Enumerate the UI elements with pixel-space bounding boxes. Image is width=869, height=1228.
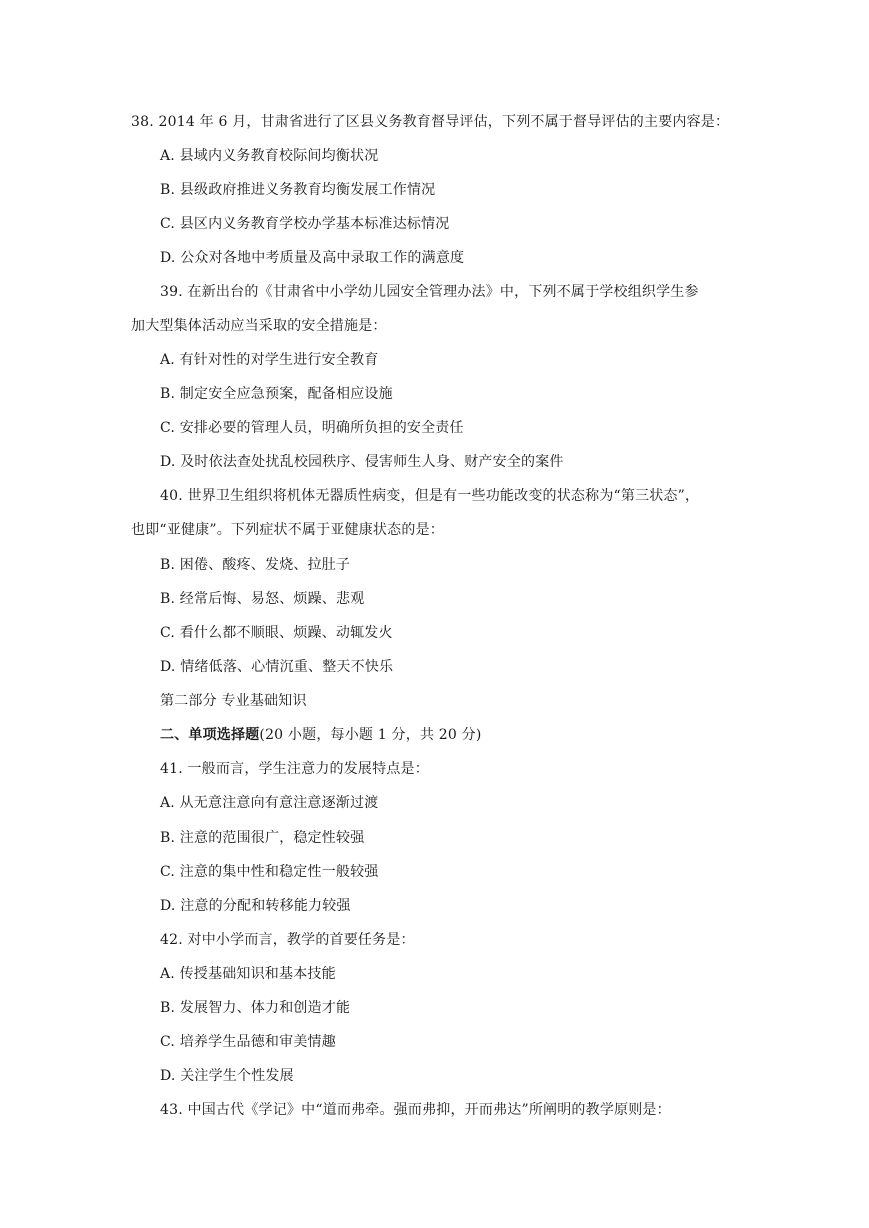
question-39-option-c: C. 安排必要的管理人员，明确所负担的安全责任 xyxy=(160,420,464,436)
question-40-option-2: B. 经常后悔、易怒、烦躁、悲观 xyxy=(160,591,365,607)
question-40-option-3: C. 看什么都不顺眼、烦躁、动辄发火 xyxy=(160,625,393,641)
question-40-stem-line2: 也即“亚健康”。下列症状不属于亚健康状态的是： xyxy=(131,522,444,538)
question-39-option-b: B. 制定安全应急预案，配备相应设施 xyxy=(160,386,393,402)
question-42-option-d: D. 关注学生个性发展 xyxy=(160,1068,294,1084)
question-38-option-b: B. 县级政府推进义务教育均衡发展工作情况 xyxy=(160,182,436,198)
question-40-stem-line1: 40. 世界卫生组织将机体无器质性病变，但是有一些功能改变的状态称为“第三状态”， xyxy=(160,488,700,504)
section-heading-bold: 二、单项选择题 xyxy=(160,727,260,743)
part-two-title: 第二部分 专业基础知识 xyxy=(160,693,307,709)
question-38-option-a: A. 县域内义务教育校际间均衡状况 xyxy=(160,148,379,164)
section-heading xyxy=(160,725,482,745)
question-41-option-d: D. 注意的分配和转移能力较强 xyxy=(160,898,351,914)
question-42-stem: 42. 对中小学而言，教学的首要任务是： xyxy=(160,932,415,948)
question-39-stem-line2: 加大型集体活动应当采取的安全措施是： xyxy=(131,318,387,334)
question-38-option-d: D. 公众对各地中考质量及高中录取工作的满意度 xyxy=(160,250,465,266)
question-41-option-a: A. 从无意注意向有意注意逐渐过渡 xyxy=(160,795,379,811)
question-40-option-1: B. 困倦、酸疼、发烧、拉肚子 xyxy=(160,557,351,573)
question-42-option-a: A. 传授基础知识和基本技能 xyxy=(160,966,336,982)
question-38-stem: 38. 2014 年 6 月，甘肃省进行了区县义务教育督导评估，下列不属于督导评估的主要内容是： xyxy=(131,114,730,130)
question-41-option-b: B. 注意的范围很广，稳定性较强 xyxy=(160,830,365,846)
question-40-option-4: D. 情绪低落、心情沉重、整天不快乐 xyxy=(160,659,394,675)
question-39-option-d: D. 及时依法查处扰乱校园秩序、侵害师生人身、财产安全的案件 xyxy=(160,454,564,470)
question-42-option-c: C. 培养学生品德和审美情趣 xyxy=(160,1034,336,1050)
question-43-stem: 43. 中国古代《学记》中“道而弗牵。强而弗抑，开而弗达”所阐明的教学原则是： xyxy=(160,1102,671,1118)
question-39-stem-line1: 39. 在新出台的《甘肃省中小学幼儿园安全管理办法》中，下列不属于学校组织学生参 xyxy=(160,284,699,300)
section-heading-detail: (20 小题，每小题 1 分，共 20 分) xyxy=(259,727,482,743)
question-38-option-c: C. 县区内义务教育学校办学基本标准达标情况 xyxy=(160,216,450,232)
question-41-option-c: C. 注意的集中性和稳定性一般较强 xyxy=(160,864,379,880)
question-41-stem: 41. 一般而言，学生注意力的发展特点是： xyxy=(160,761,429,777)
question-42-option-b: B. 发展智力、体力和创造才能 xyxy=(160,1000,351,1016)
question-39-option-a: A. 有针对性的对学生进行安全教育 xyxy=(160,352,379,368)
